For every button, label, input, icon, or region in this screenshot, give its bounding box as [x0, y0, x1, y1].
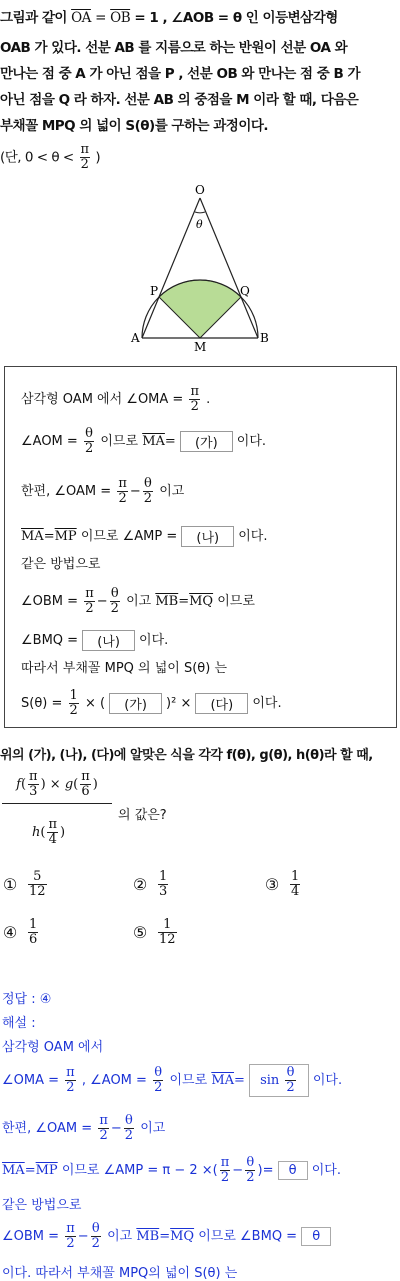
fraction: $\frac{\pi}{2}$ [80, 142, 89, 172]
label-a: A [131, 331, 140, 345]
problem-line-2: OAB 가 있다. 선분 AB 를 지름으로 하는 반원이 선분 OA 와 [0, 40, 348, 56]
blank-ga-2: (가) [109, 693, 162, 714]
blank-na: (나) [181, 526, 234, 547]
exp-line-7: 이다. 따라서 부채꼴 MPQ의 넓이 S(θ) 는 [2, 1266, 238, 1281]
derivation-box [4, 366, 397, 728]
segment-ob: $\overline{OB}$ [110, 10, 131, 26]
exp-line-6: ∠OBM = $\frac{\pi}{2}$ − $\frac{\theta}{2}$ 이고 $\overline{MB}=\overline{MQ}$ 이므로 ∠BMQ = θ [2, 1222, 331, 1251]
frame-line-7: ∠BMQ = (나) 이다. [21, 629, 168, 651]
choice-3[interactable]: ③ $\frac{1}{4}$ [264, 869, 300, 899]
question-line: 위의 (가), (나), (다)에 알맞은 식을 각각 f(θ), g(θ), h(θ)라 할 때, [0, 748, 373, 763]
problem-line-5: 부채꼴 MPQ 의 넓이 S(θ)를 구하는 과정이다. [0, 118, 269, 134]
blank-ga: (가) [180, 431, 233, 452]
choice-5[interactable]: ⑤ $\frac{1}{12}$ [132, 917, 176, 947]
label-theta: θ [196, 218, 203, 231]
choice-4[interactable]: ④ $\frac{1}{6}$ [2, 917, 38, 947]
label-b: B [260, 331, 269, 345]
problem-line-1: 그림과 같이 $\overline{OA} = \overline{OB} = 1$ , ∠AOB = θ 인 이등변삼각형 [0, 10, 338, 26]
answer-box-na: θ [278, 1161, 308, 1180]
problem-condition: (단, 0 < θ < $\frac{\pi}{2}$ ) [0, 142, 101, 172]
sector-mpq [159, 280, 241, 338]
frame-line-5: 같은 방법으로 [21, 557, 101, 572]
blank-da: (다) [195, 693, 248, 714]
exp-line-4: $\overline{MA}=\overline{MP}$ 이므로 ∠AMP = π − 2 ×( $\frac{\pi}{2}$ − $\frac{\theta}{2}$ )= θ 이다. [2, 1155, 341, 1185]
frame-line-4: $\overline{MA}=\overline{MP}$ 이므로 ∠AMP = (나) 이다. [21, 525, 267, 547]
geometry-figure [120, 180, 280, 355]
question-expression: f( $\frac{\pi}{3}$ ) × g( $\frac{\pi}{6}$ ) h( $\frac{\pi}{4}$ ) 의 값은? [2, 770, 382, 860]
segment-oa: $\overline{OA}$ [71, 10, 91, 26]
label-m: M [194, 340, 207, 354]
exp-line-3: 한편, ∠OAM = $\frac{\pi}{2}$ − $\frac{\theta}{2}$ 이고 [2, 1113, 166, 1143]
choice-2[interactable]: ② $\frac{1}{3}$ [132, 869, 168, 899]
blank-na-2: (나) [82, 630, 135, 651]
problem-line-4: 아닌 점을 Q 라 하자. 선분 AB 의 중점을 M 이라 할 때, 다음은 [0, 92, 359, 108]
label-p: P [150, 284, 159, 298]
answer-label: 정답 : ④ [2, 992, 52, 1007]
angle-theta-arc [195, 212, 205, 213]
answer-box-ga: sin $\frac{\theta}{2}$ [249, 1064, 309, 1097]
frame-line-2: ∠AOM = $\frac{\theta}{2}$ 이므로 $\overline{MA}=$ (가) 이다. [21, 426, 267, 456]
frame-line-9: S(θ) = $\frac{1}{2}$ × ( (가) )² × (다) 이다. [21, 688, 282, 718]
explanation-label: 해설 : [2, 1016, 36, 1031]
frame-line-6: ∠OBM = $\frac{\pi}{2}$ − $\frac{\theta}{2}$ 이고 $\overline{MB}=\overline{MQ}$ 이므로 [21, 586, 255, 616]
answer-box-na-2: θ [301, 1227, 331, 1246]
frame-line-8: 따라서 부채꼴 MPQ 의 넓이 S(θ) 는 [21, 661, 228, 676]
label-o: O [195, 183, 205, 197]
frame-line-3: 한편, ∠OAM = $\frac{\pi}{2}$ − $\frac{\theta}{2}$ 이고 [21, 476, 185, 506]
choice-1[interactable]: ① $\frac{5}{12}$ [2, 869, 46, 899]
frame-line-1: 삼각형 OAM 에서 ∠OMA = $\frac{\pi}{2}$ . [21, 384, 211, 414]
exp-line-5: 같은 방법으로 [2, 1198, 82, 1213]
problem-line-3: 만나는 점 중 A 가 아닌 점을 P , 선분 OB 와 만나는 점 중 B 가 [0, 66, 361, 82]
exp-line-2: ∠OMA = $\frac{\pi}{2}$ , ∠AOM = $\frac{\theta}{2}$ 이므로 $\overline{MA}= \sin$ $\frac{\theta}{2}$ 이다. [2, 1065, 343, 1095]
label-q: Q [240, 284, 250, 298]
exp-line-1: 삼각형 OAM 에서 [2, 1040, 104, 1055]
